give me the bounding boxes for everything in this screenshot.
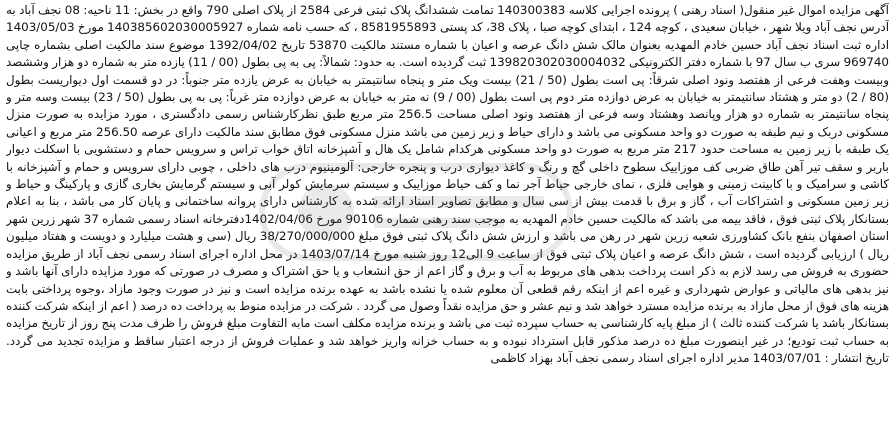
notice-body-text: آگهی مزایده اموال غیر منقول( اسناد رهنی ) پرونده اجرایی کلاسه 140300383 تمامت ششدانگ پلاک ثبتی فرعی 2584 از پلاک اصلی 790 واقع در بخش: 11 ناحیه: 08 نجف آباد به آدرس نجف آباد ویلا شهر ، خیابان سعیدی ، کوچه 124 ، ابتدای کوچه صبا ، پلاک 38، کد پستی 8581955893 ، که حسب نامه شماره 140385602030005927 مورخ 1403/05/03 اداره ثبت اسناد نجف آباد حسین خادم المهدیه بعنوان مالک شش دانگ عرصه و اعیان با شماره مستند مالکیت 53870 تاریخ 1392/04/02 موضوع سند مالکیت اصلی بشماره چاپی 969740 سری ب سال 97 با شماره دفتر الکترونیکی 139820302030004032 ثبت گردیده است. به حدود: شمالاً: پی به پی بطول (00 / 11) یازده متر به شماره دو هزار وششصد وبیست وهفت فرعی از هفتصد ونود اصلی شرقاً: پی است بطول (50 / 21) بیست ویک متر و پنجاه سانتیمتر به خیابان به عرض یازده متر جنوباً: در دو قسمت اول دیواریست بطول (80 / 2) دو متر و هشتاد سانتیمتر به خیابان به عرض دوازده متر دوم پی است بطول (00 / 9) نه متر به خیابان به عرض دوازده متر غرباً: پی به پی بطول (50 / 23) بیست وسه متر و پنجاه سانتیمتر به شماره دو هزار وپانصد وهشتاد وسه فرعی از هفتصد ونود اصلی مساحت 256.5 متر مربع طبق نظرکارشناس رسمی دادگستری ، مورد مزایده به صورت منزل مسکونی دربک و نیم طبقه به صورت دو واحد مسکونی می باشد و دارای حیاط و زیر زمین می باشد منزل مسکونی فوق مطابق سند مالکیت دارای عرصه 256.50 متر مربع و اعیانی یک طبقه با زیر زمین به مساحت حدود 217 متر مربع به صورت دو واحد مسکونی هرکدام شامل یک هال و آشپزخانه اتاق خواب تراس و سرویس حمام و دستشویی با اسکلت دیوار باربر و سقف تیر آهن طاق ضربی کف موزاییک سطوح داخلی گچ و رنگ و کاغذ دیواری درب و پنجره خارجی: آلومینیوم درب های داخلی ، چوبی دارای سرویس و حمام و آشپزخانه با کاشی و سرامیک و با کابینت زمینی و هوایی فلزی ، نمای خارجی حیاط آجر نما و کف حیاط موزاییک و سیستم سرمایش کولر آبی و سیستم گرمایش بخاری گازی و پارکینگ و حیاط و زیر زمین مسکونی و اشتراکات آب ، گاز و برق با قدمت بیش از سی سال و مطابق تصاویر اسناد ارائه شده به کارشناس دارای پروانه ساختمانی و پایان کار می باشد ، بنا به اعلام بستانکار پلاک ثبتی فوق ، فاقد بیمه می باشد که مالکیت حسین خادم المهدیه به موجب سند رهنی شماره 90106 مورخ 1402/04/06دفترخانه اسناد رسمی شماره 37 شهر زرین شهر استان اصفهان بنفع بانک کشاورزی شعبه زرین شهر در رهن می باشد و ارزش شش دانگ پلاک ثبتی فوق مبلغ 38/270/000/000 ریال (سی و هشت میلیارد و دویست و هفتاد میلیون ریال ) ارزیابی گردیده است ، شش دانگ عرصه و اعیان پلاک ثبتی فوق از ساعت 9 الی12 روز شنبه مورخ 1403/07/14 در محل اداره اجرای اسناد رسمی نجف آباد از طریق مزایده حضوری به فروش می رسد لازم به ذکر است پرداخت بدهی های مربوط به آب و برق و گاز اعم از حق انشعاب و یا حق اشتراک و مصرف در صورتی که مورد مزایده دارای آنها باشد و نیز بدهی های مالیاتی و عوارض شهرداری و غیره اعم از اینکه رقم قطعی آن معلوم شده یا نشده باشد به عهده برنده مزایده است و نیز در صورت وجود مازاد ،وجوه پرداختی بابت هزینه های فوق از محل مازاد به برنده مزایده مسترد خواهد شد و نیم عشر و حق مزایده نقداً وصول می گردد . شرکت در مزایده منوط به پرداخت ده درصد ( اعم از اینکه شرکت کننده بستانکار باشد یا شرکت کننده ثالث ) از مبلغ پایه کارشناسی به حساب سپرده ثبت می باشد و برنده مزایده مکلف است مابه التفاوت مبلغ فروش را ظرف مدت پنج روز از تاریخ مزایده به حساب ثبت تودیع؛ در غیر اینصورت مبلغ ده درصد مذکور قابل استرداد نبوده و به حساب خزانه واریز خواهد شد و عملیات فروش از درجه اعتبار ساقط و مزایده تجدید می گردد. تاریخ انتشار : 1403/07/01 مدیر اداره اجرای اسناد رسمی نجف آباد بهزاد کاظمی (6, 3, 889, 366)
auction-notice (6, 2, 889, 429)
